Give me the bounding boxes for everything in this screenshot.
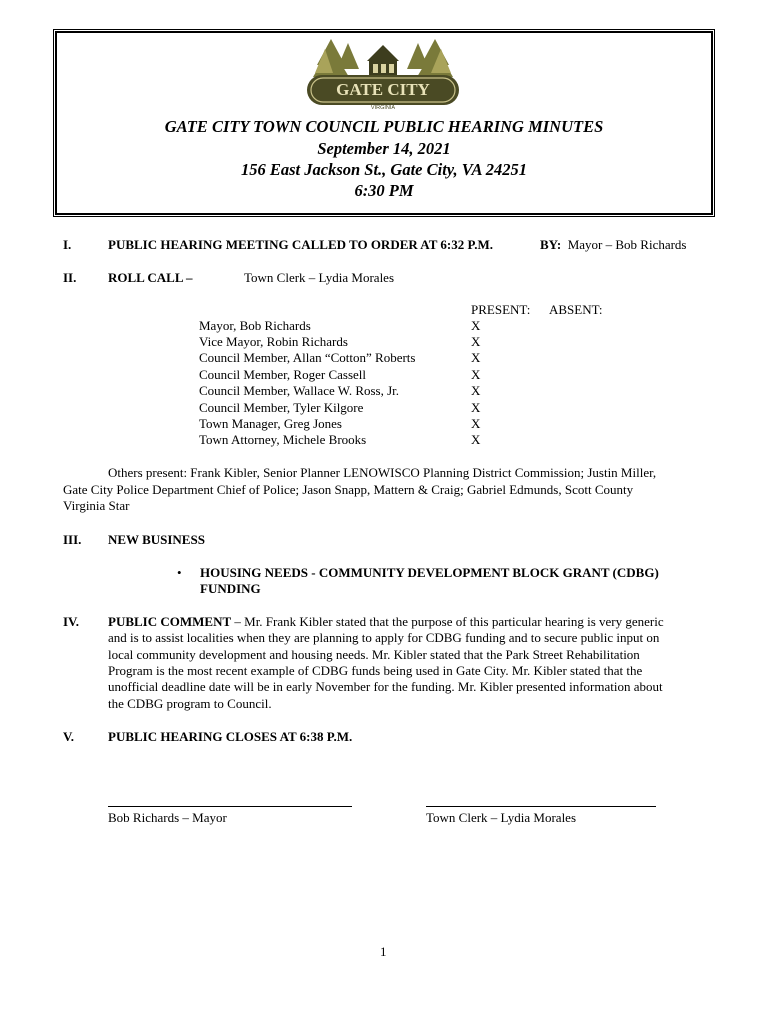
present-mark: X (471, 318, 481, 333)
by-label: BY: (540, 237, 562, 252)
section-5-number: V. (63, 729, 74, 744)
section-1-by (540, 237, 687, 253)
section-3-heading: NEW BUSINESS (108, 532, 205, 547)
logo-text: GATE CITY (336, 80, 430, 99)
comment-text: – Mr. Frank Kibler stated that the purpose of this particular hearing is very generic (231, 614, 664, 629)
present-mark: X (471, 416, 481, 431)
document-title: GATE CITY TOWN COUNCIL PUBLIC HEARING MINUTES (164, 117, 604, 136)
gate-city-logo (303, 35, 463, 111)
mayor-signature-line (108, 806, 352, 807)
present-mark: X (471, 400, 481, 415)
clerk-signature-line (426, 806, 656, 807)
section-3-number: III. (63, 532, 82, 547)
section-2-number: II. (63, 270, 77, 285)
logo-subtext: VIRGINIA (370, 105, 396, 111)
page-number: 1 (380, 944, 387, 959)
by-value: Mayor – Bob Richards (567, 237, 687, 252)
present-mark: X (471, 432, 481, 447)
public-comment-line-3: local community development and housing needs. Mr. Kibler stated that the Park Street Rehabilitation (108, 647, 640, 662)
roll-call-clerk: Town Clerk – Lydia Morales (244, 270, 395, 285)
section-5-heading: PUBLIC HEARING CLOSES AT 6:38 P.M. (108, 729, 353, 744)
section-4-heading: PUBLIC COMMENT (108, 614, 232, 629)
present-mark: X (471, 367, 481, 382)
agenda-item-line-2: FUNDING (200, 581, 261, 596)
roster-name: Mayor, Bob Richards (199, 318, 311, 333)
section-1-number: I. (63, 237, 72, 252)
present-mark: X (471, 334, 481, 349)
roster-name: Council Member, Roger Cassell (199, 367, 367, 382)
public-comment-line-5: unofficial deadline date will be in early November for the funding. Mr. Kibler presented information about (108, 679, 663, 694)
section-1-heading: PUBLIC HEARING MEETING CALLED TO ORDER AT 6:32 P.M. (108, 237, 494, 252)
section-4-number: IV. (63, 614, 80, 629)
section-2-heading: ROLL CALL – (108, 270, 193, 285)
agenda-item-line-1: HOUSING NEEDS - COMMUNITY DEVELOPMENT BLOCK GRANT (CDBG) (200, 565, 659, 580)
public-comment-line-6: the CDBG program to Council. (108, 696, 272, 711)
others-present-line-3: Virginia Star (63, 498, 130, 513)
present-mark: X (471, 383, 481, 398)
present-label: PRESENT: (471, 302, 531, 317)
roster-name: Town Attorney, Michele Brooks (199, 432, 367, 447)
meeting-address: 156 East Jackson St., Gate City, VA 24251 (240, 160, 528, 179)
roster-name: Council Member, Wallace W. Ross, Jr. (199, 383, 400, 398)
present-mark: X (471, 350, 481, 365)
public-comment-line-2: and is to assist localities when they are planning to apply for CDBG funding and to secure public input on (108, 630, 660, 645)
roster-name: Council Member, Tyler Kilgore (199, 400, 364, 415)
roster-name: Council Member, Allan “Cotton” Roberts (199, 350, 416, 365)
meeting-time: 6:30 PM (354, 181, 414, 200)
bullet-icon: • (177, 565, 182, 580)
public-comment-line-1 (108, 614, 664, 630)
others-present-line-2: Gate City Police Department Chief of Police; Jason Snapp, Mattern & Craig; Gabriel Edmunds, Scott County (63, 482, 634, 497)
others-present-line-1: Others present: Frank Kibler, Senior Planner LENOWISCO Planning District Commission; Justin Miller, (108, 465, 657, 480)
mayor-signature-label: Bob Richards – Mayor (108, 810, 227, 825)
public-comment-line-4: Program is the most recent example of CDBG funds being used in Gate City. Mr. Kibler stated that the (108, 663, 643, 678)
roster-name: Vice Mayor, Robin Richards (199, 334, 348, 349)
absent-label: ABSENT: (549, 302, 603, 317)
roster-name: Town Manager, Greg Jones (199, 416, 342, 431)
meeting-date: September 14, 2021 (317, 139, 451, 158)
clerk-signature-label: Town Clerk – Lydia Morales (426, 810, 577, 825)
